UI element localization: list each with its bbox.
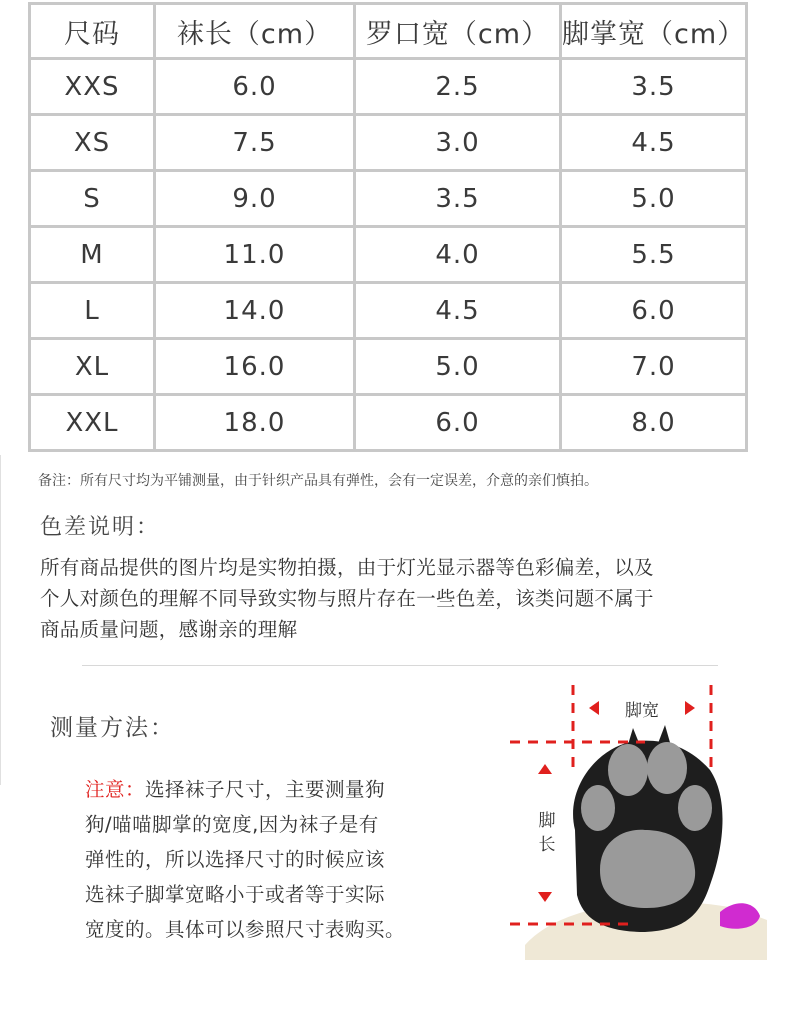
cell-cuff-width: 3.5 (355, 171, 561, 227)
cell-size: S (30, 171, 155, 227)
cell-cuff-width: 6.0 (355, 395, 561, 451)
width-label: 脚宽 (625, 701, 659, 721)
measurement-method-title: 测量方法： (50, 715, 175, 741)
cell-paw-width: 4.5 (561, 115, 747, 171)
cell-paw-width: 7.0 (561, 339, 747, 395)
left-edge-line (0, 455, 1, 785)
color-difference-line: 个人对颜色的理解不同导致实物与照片存在一些色差，该类问题不属于 (40, 587, 654, 610)
cell-size: XXS (30, 59, 155, 115)
header-sock-length: 袜长（cm） (155, 4, 355, 59)
cell-sock-length: 16.0 (155, 339, 355, 395)
cell-paw-width: 5.0 (561, 171, 747, 227)
cell-size: L (30, 283, 155, 339)
cell-cuff-width: 2.5 (355, 59, 561, 115)
cell-size: XS (30, 115, 155, 171)
main-pad (600, 830, 695, 908)
cell-sock-length: 11.0 (155, 227, 355, 283)
header-cuff-width: 罗口宽（cm） (355, 4, 561, 59)
cell-sock-length: 6.0 (155, 59, 355, 115)
cell-size: M (30, 227, 155, 283)
paw-measurement-diagram (505, 680, 775, 960)
cell-cuff-width: 4.0 (355, 227, 561, 283)
attention-line (85, 772, 465, 807)
attention-line-text: 选择袜子尺寸，主要测量狗 (145, 778, 386, 801)
arrow-left-icon (589, 701, 599, 715)
cell-paw-width: 8.0 (561, 395, 747, 451)
section-divider (82, 665, 718, 666)
color-difference-text (40, 552, 780, 645)
size-chart-table (28, 2, 748, 452)
table-row (30, 227, 747, 283)
cell-paw-width: 5.5 (561, 227, 747, 283)
table-row (30, 339, 747, 395)
attention-line: 弹性的，所以选择尺寸的时候应该 (85, 848, 386, 871)
table-row (30, 283, 747, 339)
attention-label: 注意： (85, 778, 146, 801)
header-size: 尺码 (30, 4, 155, 59)
table-row (30, 115, 747, 171)
cell-cuff-width: 3.0 (355, 115, 561, 171)
table-row (30, 395, 747, 451)
table-row (30, 171, 747, 227)
toe-pad (581, 785, 615, 831)
table-header-row (30, 4, 747, 59)
cell-size: XXL (30, 395, 155, 451)
color-difference-line: 所有商品提供的图片均是实物拍摄，由于灯光显示器等色彩偏差，以及 (40, 556, 654, 579)
toe-pad (608, 744, 648, 796)
cell-size: XL (30, 339, 155, 395)
table-row (30, 59, 747, 115)
length-label-bottom: 长 (538, 835, 556, 855)
cell-paw-width: 6.0 (561, 283, 747, 339)
color-difference-title: 色差说明： (40, 515, 161, 540)
arrow-up-icon (538, 764, 552, 774)
length-label-top: 脚 (538, 811, 556, 831)
attention-text (85, 772, 465, 947)
cell-cuff-width: 4.5 (355, 283, 561, 339)
cell-sock-length: 7.5 (155, 115, 355, 171)
toe-pad (647, 742, 687, 794)
toe-pad (678, 785, 712, 831)
cell-paw-width: 3.5 (561, 59, 747, 115)
color-difference-line: 商品质量问题，感谢亲的理解 (40, 618, 298, 641)
arrow-right-icon (685, 701, 695, 715)
header-paw-width: 脚掌宽（cm） (561, 4, 747, 59)
cell-cuff-width: 5.0 (355, 339, 561, 395)
attention-line: 宽度的。具体可以参照尺寸表购买。 (85, 918, 406, 941)
arrow-down-icon (538, 892, 552, 902)
attention-line: 狗/喵喵脚掌的宽度,因为袜子是有 (85, 813, 379, 836)
cell-sock-length: 14.0 (155, 283, 355, 339)
cell-sock-length: 18.0 (155, 395, 355, 451)
measurement-note: 备注：所有尺寸均为平铺测量，由于针织产品具有弹性，会有一定误差，介意的亲们慎拍。 (38, 473, 598, 489)
attention-line: 选袜子脚掌宽略小于或者等于实际 (85, 883, 386, 906)
cell-sock-length: 9.0 (155, 171, 355, 227)
